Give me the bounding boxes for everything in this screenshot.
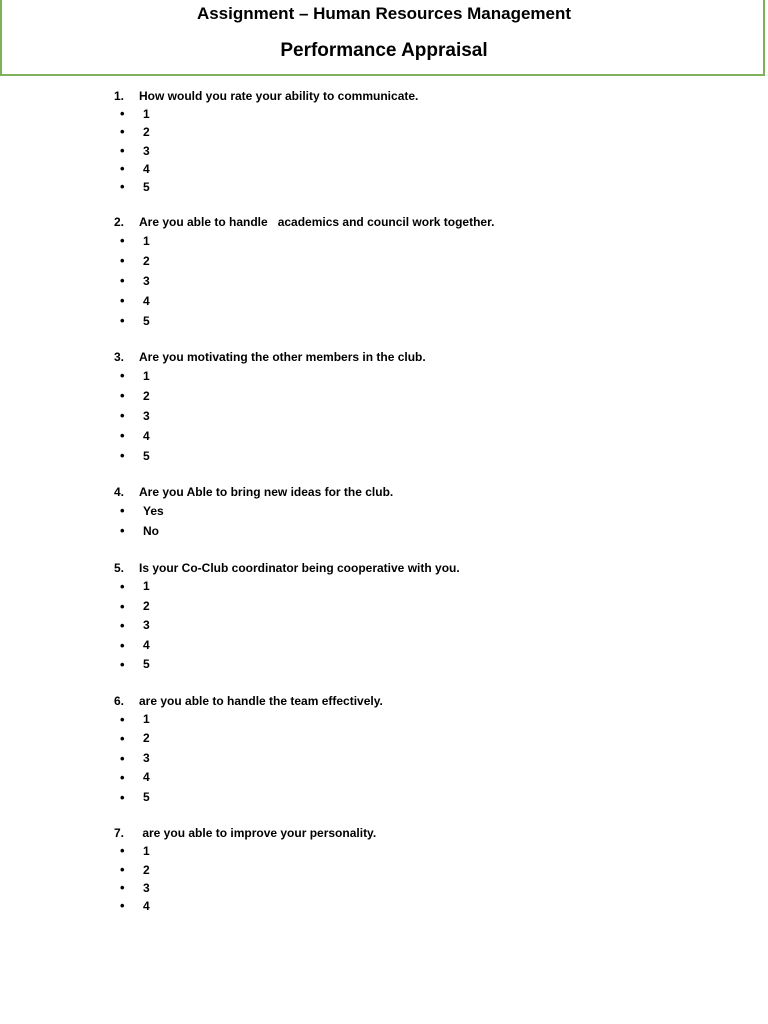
document-subtitle: Performance Appraisal	[280, 40, 488, 61]
option-item: • 1	[114, 577, 734, 597]
question-5-line	[114, 559, 734, 577]
question-number: 6.	[114, 693, 125, 708]
question-4-line	[114, 483, 734, 501]
option-list	[114, 231, 734, 331]
option-item: • 4	[114, 636, 734, 656]
question-6	[114, 692, 734, 808]
questionnaire	[114, 87, 734, 916]
option-item: • 4	[114, 291, 734, 311]
option-item: • 4	[114, 897, 734, 915]
option-item: • 2	[114, 597, 734, 617]
option-list	[114, 842, 734, 915]
option-item: • 5	[114, 446, 734, 466]
option-item: • 5	[114, 655, 734, 675]
option-item: • 1	[114, 105, 734, 123]
question-number: 3.	[114, 350, 125, 365]
option-item: • 5	[114, 788, 734, 808]
option-item: • 2	[114, 123, 734, 141]
question-text: How would you rate your ability to communicate.	[139, 89, 419, 103]
option-item: • Yes	[114, 501, 734, 521]
question-text: Are you motivating the other members in the club.	[139, 350, 426, 365]
question-1	[114, 87, 734, 196]
option-item: • No	[114, 521, 734, 541]
question-number: 7.	[114, 826, 125, 841]
option-item: • 3	[114, 406, 734, 426]
question-text: are you able to improve your personality.	[139, 826, 377, 841]
question-text: Are you able to handle academics and council work together.	[139, 215, 495, 230]
option-item: • 4	[114, 426, 734, 446]
question-2-line	[114, 213, 734, 231]
option-item: • 3	[114, 879, 734, 897]
question-2	[114, 213, 734, 331]
option-item: • 5	[114, 178, 734, 196]
question-number: 1.	[114, 89, 125, 103]
option-list	[114, 577, 734, 675]
option-item: • 3	[114, 616, 734, 636]
question-5	[114, 559, 734, 675]
option-item: • 1	[114, 231, 734, 251]
option-item: • 4	[114, 160, 734, 178]
option-list	[114, 105, 734, 196]
option-item: • 2	[114, 861, 734, 879]
document-title: Assignment – Human Resources Management	[196, 4, 572, 23]
question-number: 4.	[114, 485, 125, 500]
question-number: 5.	[114, 561, 125, 576]
option-item: • 2	[114, 386, 734, 406]
question-text: Is your Co-Club coordinator being cooperative with you.	[139, 561, 460, 576]
question-3	[114, 348, 734, 466]
question-number: 2.	[114, 215, 125, 230]
question-3-line	[114, 348, 734, 366]
question-7-line	[114, 824, 734, 842]
question-text: are you able to handle the team effectively.	[139, 693, 383, 708]
option-item: • 2	[114, 729, 734, 749]
question-7	[114, 824, 734, 915]
option-item: • 3	[114, 271, 734, 291]
question-4	[114, 483, 734, 541]
option-list	[114, 710, 734, 808]
option-list	[114, 501, 734, 541]
option-item: • 1	[114, 366, 734, 386]
option-item: • 3	[114, 749, 734, 769]
option-item: • 1	[114, 842, 734, 860]
option-item: • 5	[114, 311, 734, 331]
question-text: Are you Able to bring new ideas for the club.	[139, 485, 394, 500]
option-list	[114, 366, 734, 466]
question-1-line	[114, 87, 734, 105]
option-item: • 1	[114, 710, 734, 730]
question-6-line	[114, 692, 734, 710]
option-item: • 4	[114, 768, 734, 788]
option-item: • 3	[114, 142, 734, 160]
option-item: • 2	[114, 251, 734, 271]
